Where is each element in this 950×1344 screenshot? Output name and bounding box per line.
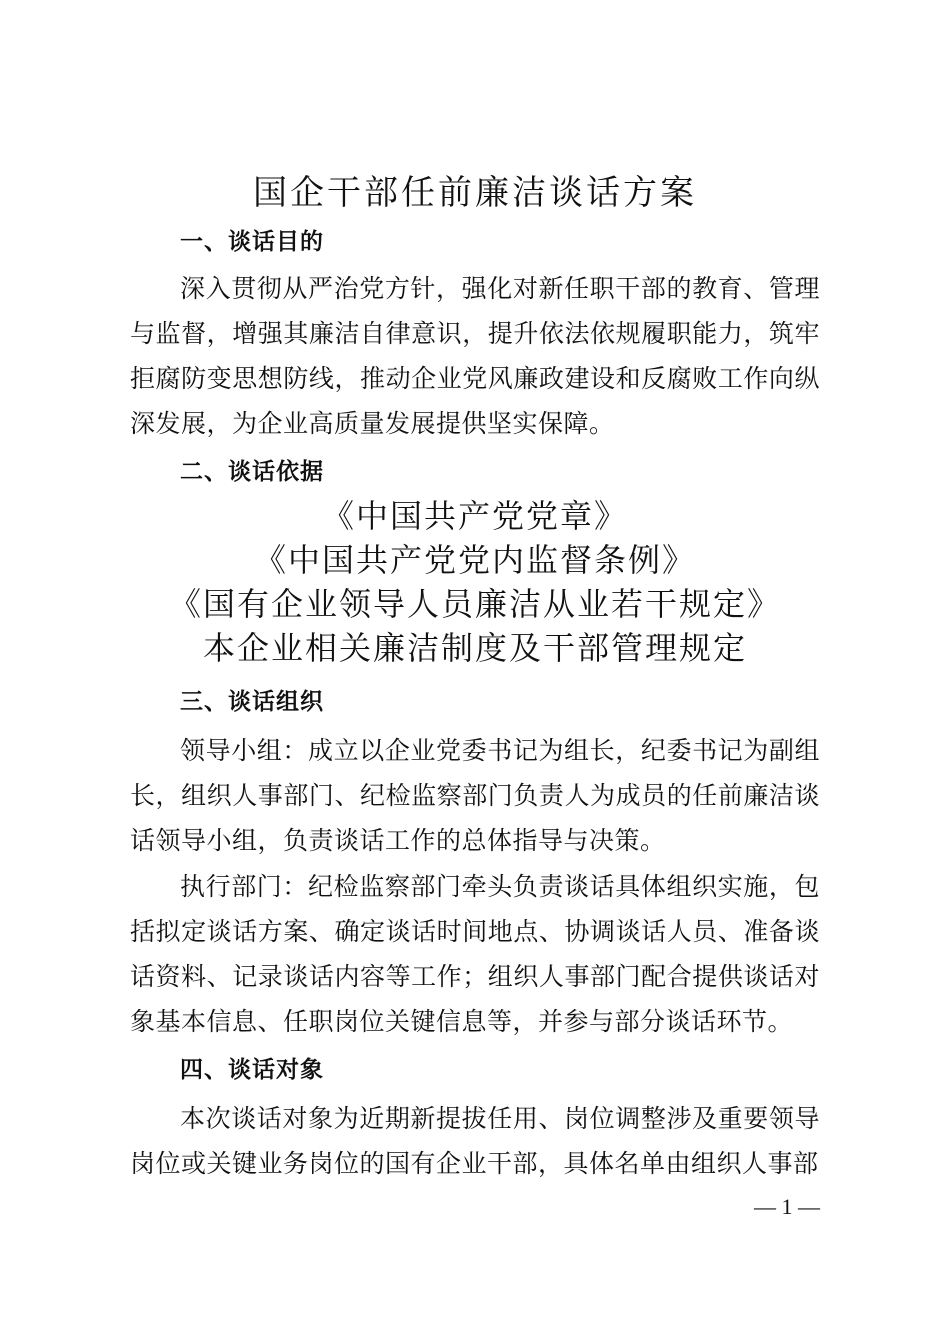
basis-item: 《中国共产党党内监督条例》 (253, 541, 696, 579)
document-title: 国企干部任前廉洁谈话方案 (253, 173, 697, 213)
organization-paragraph-leadership: 领导小组：成立以企业党委书记为组长，纪委书记为副组长，组织人事部门、纪检监察部门负责人为成员的任前廉洁谈话领导小组，负责谈话工作的总体指导与决策。 (130, 736, 820, 855)
section-heading-subjects: 四、谈话对象 (180, 1057, 324, 1083)
basis-list (0, 494, 950, 670)
organization-paragraph-execution: 执行部门：纪检监察部门牵头负责谈话具体组织实施，包括拟定谈话方案、确定谈话时间地点、协调谈话人员、准备谈话资料、记录谈话内容等工作；组织人事部门配合提供谈话对象基本信息、任职岗位关键信息等，并参与部分谈话环节。 (130, 872, 820, 1036)
subjects-paragraph: 本次谈话对象为近期新提拔任用、岗位调整涉及重要领导岗位或关键业务岗位的国有企业干部，具体名单由组织人事部 (130, 1104, 820, 1178)
purpose-paragraph: 深入贯彻从严治党方针，强化对新任职干部的教育、管理与监督，增强其廉洁自律意识，提升依法依规履职能力，筑牢拒腐防变思想防线，推动企业党风廉政建设和反腐败工作向纵深发展，为企业高质量发展提供坚实保障。 (130, 274, 820, 438)
basis-item: 本企业相关廉洁制度及干部管理规定 (202, 629, 747, 667)
basis-item: 《中国共产党党章》 (321, 497, 628, 535)
basis-item: 《国有企业领导人员廉洁从业若干规定》 (168, 585, 781, 623)
section-heading-organization: 三、谈话组织 (180, 689, 324, 715)
section-heading-purpose: 一、谈话目的 (180, 229, 324, 255)
section-heading-basis: 二、谈话依据 (180, 459, 324, 485)
page-number: — 1 — (754, 1194, 820, 1219)
